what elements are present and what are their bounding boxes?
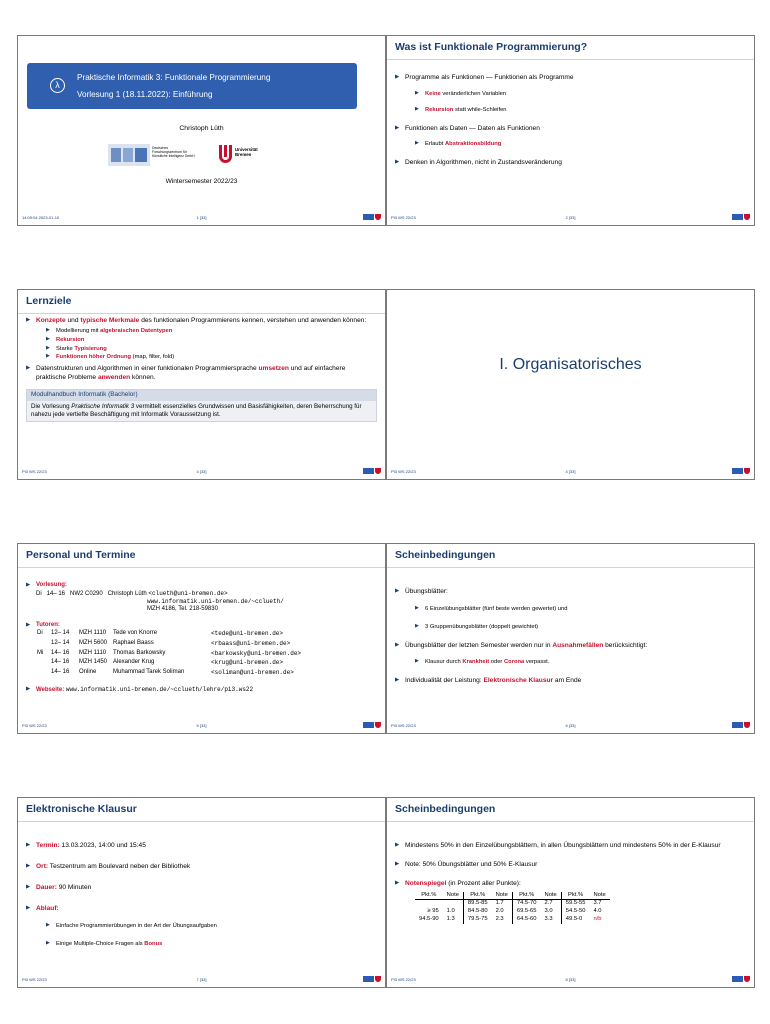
footer-logos bbox=[732, 214, 750, 220]
footer-logos bbox=[732, 468, 750, 474]
list-item: ▶ Programme als Funktionen — Funktionen als Programme ▶ Keine veränderlichen Variablen ▶ Rekursion statt while-Schleifen bbox=[395, 74, 746, 115]
list-item: ▶ Rekursion bbox=[46, 337, 377, 345]
footer-logos bbox=[732, 722, 750, 728]
info-box-title: Modulhandbuch Informatik (Bachelor) bbox=[27, 390, 376, 401]
list-item: ▶ Rekursion statt while-Schleifen bbox=[415, 107, 746, 115]
list-item: ▶ Starke Typisierung bbox=[46, 346, 377, 354]
table-row: ≥ 95 1.0 84.5-80 2.0 69.5-65 3.0 54.5-50 4.0 bbox=[427, 908, 602, 915]
list-item: ▶ Konzepte und typische Merkmale des funktionalen Programmierens kennen, verstehen und anwenden können: ▶ Modellierung mit algebraischen Datentypen ▶ Rekursion ▶ Starke Typisierung ▶ Funktionen höher Ordnung (map, filter, fold) bbox=[26, 317, 377, 362]
table-row: 94.5-90 1.3 79.5-75 2.3 64.5-60 3.3 49.5-0 n/b bbox=[419, 916, 602, 923]
list-item: ▶ Einfache Programmierübungen in der Art der Übungsaufgaben bbox=[46, 923, 377, 931]
slide-4 bbox=[386, 289, 755, 480]
list-item: ▶ Übungsblätter: ▶ 6 Einzelübungsblätter (fünf beste werden gewertet) und ▶ 3 Gruppenübungsblätter (doppelt gewichtet) bbox=[395, 588, 746, 632]
section-title: I. Organisatorisches bbox=[499, 356, 642, 373]
lecture-office: MZH 4186, Tel. 218-59830 bbox=[147, 606, 218, 613]
slide-title: Personal und Termine bbox=[18, 544, 385, 568]
list-item: ▶ Ablauf: ▶ Einfache Programmierübungen in der Art der Übungsaufgaben ▶ Einige Multiple-Choice Fragen als Bonus bbox=[26, 905, 377, 950]
list-item: ▶ Denken in Algorithmen, nicht in Zustandsveränderung bbox=[395, 159, 746, 168]
slide-footer: PI3 WS 22/23 4 [33] bbox=[391, 468, 750, 476]
list-item: ▶ Tutoren: Di 12– 14 MZH 1110 Tede von Knorre <tede@uni-bremen.de> 12– 14 MZH 5600 Raphael Baass <rbaass@uni-bremen.de> Mi 14– 16 MZH 1110 Thomas Barkowsky <barkowsky@uni-bremen.de> 14– 16 MZH 1450 Alexander Krug <krug@uni-bremen.de> 14– 16 Online Muhammad Tarek Soliman <soliman@uni-bremen.de> bbox=[26, 622, 377, 678]
list-item: ▶ Note: 50% Übungsblätter und 50% E-Klausur bbox=[395, 861, 746, 870]
list-item: ▶ Webseite: www.informatik.uni-bremen.de/~cclueth/lehre/pi3.ws22 bbox=[26, 686, 377, 695]
slide-5 bbox=[17, 543, 386, 734]
table-row: 14– 16 Online Muhammad Tarek Soliman <soliman@uni-bremen.de> bbox=[51, 669, 294, 677]
tutor-table bbox=[36, 629, 302, 677]
list-item: ▶ Funktionen höher Ordnung (map, filter, fold) bbox=[46, 354, 377, 362]
list-item: ▶ 6 Einzelübungsblätter (fünf beste werden gewertet) und bbox=[415, 606, 746, 614]
slide-3 bbox=[17, 289, 386, 480]
list-item: ▶ Keine veränderlichen Variablen bbox=[415, 91, 746, 99]
website-link[interactable]: www.informatik.uni-bremen.de/~cclueth/lehre/pi3.ws22 bbox=[65, 685, 254, 693]
lambda-icon: λ bbox=[50, 78, 65, 93]
list-item: ▶ Einige Multiple-Choice Fragen als Bonus bbox=[46, 941, 377, 949]
slide-title: Elektronische Klausur bbox=[18, 798, 385, 822]
info-box bbox=[26, 389, 377, 422]
slide-footer: PI3 WS 22/23 6 [33] bbox=[391, 722, 750, 730]
slide-footer: 14:09:04 2023-01-10 1 [33] bbox=[22, 214, 381, 222]
uni-bremen-logo bbox=[219, 144, 289, 166]
footer-logos bbox=[363, 976, 381, 982]
title-banner bbox=[27, 63, 357, 109]
author: Christoph Lüth bbox=[179, 125, 224, 132]
list-item: ▶ Datenstrukturen und Algorithmen in einer funktionalen Programmiersprache umsetzen und auf einfachere praktische Probleme anwenden können. bbox=[26, 365, 377, 383]
slide-2 bbox=[386, 35, 755, 226]
footer-logos bbox=[363, 468, 381, 474]
list-item: ▶ 3 Gruppenübungsblätter (doppelt gewichtet) bbox=[415, 624, 746, 632]
list-item: ▶ Funktionen als Daten — Daten als Funktionen ▶ Erlaubt Abstraktionsbildung bbox=[395, 125, 746, 150]
table-row: Mi 14– 16 MZH 1110 Thomas Barkowsky <barkowsky@uni-bremen.de> bbox=[37, 649, 302, 657]
list-item: ▶ Übungsblätter der letzten Semester werden nur in Ausnahmefällen berücksichtigt: ▶ Klausur durch Krankheit oder Corona verpasst. bbox=[395, 642, 746, 668]
slide-footer: PI3 WS 22/23 2 [33] bbox=[391, 214, 750, 222]
slide-title: Scheinbedingungen bbox=[387, 798, 754, 822]
slide-title: Was ist Funktionale Programmierung? bbox=[387, 36, 754, 60]
table-row: 89.5-85 1.7 74.5-70 2.7 59.5-55 3.7 bbox=[415, 900, 610, 908]
table-row: 12– 14 MZH 5600 Raphael Baass <rbaass@uni-bremen.de> bbox=[51, 640, 291, 648]
slide-footer: PI3 WS 22/23 8 [33] bbox=[391, 976, 750, 984]
table-row: Di 12– 14 MZH 1110 Tede von Knorre <tede@uni-bremen.de> bbox=[37, 630, 284, 638]
list-item: ▶ Erlaubt Abstraktionsbildung bbox=[415, 141, 746, 149]
dfki-text: Deutsches Forschungszentrum für Künstliche Intelligenz GmbH bbox=[152, 146, 195, 159]
list-item: ▶ Notenspiegel (in Prozent aller Punkte): Pkt.% Note Pkt.% Note Pkt.% Note Pkt.% Note 89.5-85 1.7 74.5-70 2.7 59.5-55 3.7 ≥ 95 1.0 84.5-80 2.0 69.5-65 3.0 54.5-50 4.0 94.5-90 1.3 79.5-75 2.3 64.5-60 3.3 49.5-0 n/b bbox=[395, 880, 746, 924]
slide-title: Scheinbedingungen bbox=[387, 544, 754, 568]
footer-logos bbox=[363, 722, 381, 728]
slide-6 bbox=[386, 543, 755, 734]
info-box-body: Die Vorlesung Praktische Informatik 3 vermittelt essenzielles Grundwissen und Basisfähigkeiten, deren Beherrschung für nahezu jede vertiefte Beschäftigung mit Informatik Voraussetzung ist. bbox=[31, 402, 362, 418]
grade-table bbox=[415, 892, 610, 924]
slide-footer: PI3 WS 22/23 4 [33] bbox=[22, 468, 381, 476]
footer-logos bbox=[363, 214, 381, 220]
slide-7 bbox=[17, 797, 386, 988]
list-item: ▶ Mindestens 50% in den Einzelübungsblättern, in allen Übungsblättern und mindestens 50% in der E-Klausur bbox=[395, 842, 746, 851]
list-item: ▶ Vorlesung: Di 14– 16 NW2 C0290 Christoph Lüth <clueth@uni-bremen.de> www.informatik.uni-bremen.de/~cclueth/ MZH 4186, Tel. 218-59830 bbox=[26, 582, 377, 614]
dfki-logo bbox=[108, 144, 195, 166]
slide-footer: PI3 WS 22/23 7 [33] bbox=[22, 976, 381, 984]
list-item: ▶ Dauer: 90 Minuten bbox=[26, 884, 377, 893]
lecture-line: Di 14– 16 NW2 C0290 Christoph Lüth <clueth@uni-bremen.de> bbox=[36, 589, 228, 597]
lecture-url: www.informatik.uni-bremen.de/~cclueth/ bbox=[147, 598, 284, 606]
talk-title: Praktische Informatik 3: Funktionale Programmierung bbox=[77, 73, 271, 82]
list-item: ▶ Ort: Testzentrum am Boulevard neben der Bibliothek bbox=[26, 863, 377, 872]
table-header-row: Pkt.% Note Pkt.% Note Pkt.% Note Pkt.% Note bbox=[415, 892, 610, 900]
list-item: ▶ Klausur durch Krankheit oder Corona verpasst. bbox=[415, 659, 746, 667]
talk-subtitle: Vorlesung 1 (18.11.2022): Einführung bbox=[77, 90, 213, 99]
footer-logos bbox=[732, 976, 750, 982]
slide-title: Lernziele bbox=[18, 290, 385, 314]
list-item: ▶ Termin: 13.03.2023, 14:00 und 15:45 bbox=[26, 842, 377, 851]
table-row: 14– 16 MZH 1450 Alexander Krug <krug@uni-bremen.de> bbox=[51, 659, 284, 667]
slide-8 bbox=[386, 797, 755, 988]
semester: Wintersemester 2022/23 bbox=[165, 178, 238, 185]
list-item: ▶ Modellierung mit algebraischen Datentypen bbox=[46, 328, 377, 336]
slide-1 bbox=[17, 35, 386, 226]
list-item: ▶ Individualität der Leistung: Elektronische Klausur am Ende bbox=[395, 677, 746, 686]
slide-footer: PI3 WS 22/23 5 [33] bbox=[22, 722, 381, 730]
uni-name: Universität Bremen bbox=[235, 147, 258, 158]
